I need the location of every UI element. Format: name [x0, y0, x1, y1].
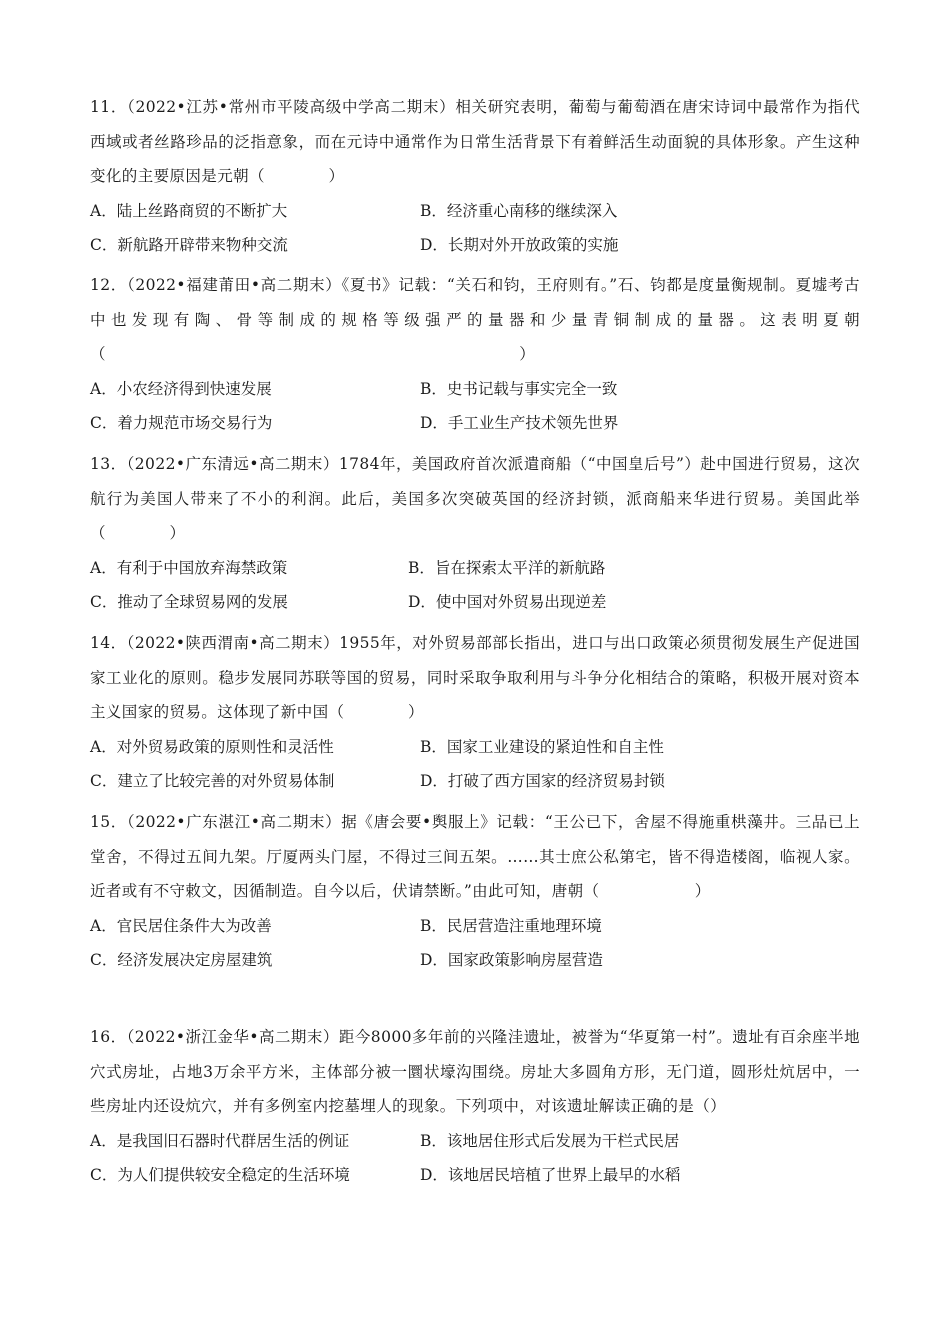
answer-options — [90, 730, 860, 799]
option-a: A．小农经济得到快速发展 — [90, 379, 272, 398]
question-stem: 15．（2022•广东湛江•高二期末）据《唐会要•舆服上》记载：“王公已下，舍屋不得施重栱藻井。三品已上堂舍，不得过五间九架。厅厦两头门屋，不得过三间五架。……其士庶公私第宅，皆不得造楼阁，临视人家。近者或有不守敕文，因循制造。自今以后，伏请禁断。”由此可知，唐朝（ ） — [90, 813, 860, 900]
option-d: D．该地居民培植了世界上最早的水稻 — [420, 1166, 681, 1184]
answer-options — [90, 372, 860, 441]
option-d: D．使中国对外贸易出现逆差 — [408, 593, 607, 611]
question-13 — [90, 447, 860, 620]
question-11 — [90, 90, 860, 263]
answer-options — [90, 1124, 860, 1193]
option-b: B．史书记载与事实完全一致 — [420, 379, 618, 398]
option-c: C．推动了全球贸易网的发展 — [90, 593, 288, 611]
question-stem: 14．（2022•陕西渭南•高二期末）1955年，对外贸易部部长指出，进口与出口政策必须贯彻发展生产促进国家工业化的原则。稳步发展同苏联等国的贸易，同时采取争取利用与斗争分化相结合的策略，积极开展对资本主义国家的贸易。这体现了新中国（ ） — [90, 634, 860, 721]
question-15 — [90, 805, 860, 978]
option-d: D．国家政策影响房屋营造 — [420, 951, 603, 969]
option-b: B．该地居住形式后发展为干栏式民居 — [420, 1131, 680, 1150]
answer-options — [90, 194, 860, 263]
option-b: B．经济重心南移的继续深入 — [420, 201, 618, 220]
option-d: D．手工业生产技术领先世界 — [420, 414, 619, 432]
option-a: A．陆上丝路商贸的不断扩大 — [90, 201, 288, 220]
question-12 — [90, 268, 860, 441]
question-14 — [90, 626, 860, 799]
answer-options — [90, 551, 860, 620]
question-stem: 12．（2022•福建莆田•高二期末）《夏书》记载：“关石和钧，王府则有。”石、钧都是度量衡规制。夏墟考古中也发现有陶、骨等制成的规格等级强严的量器和少量青铜制成的量器。这表明夏朝（ ） — [90, 276, 860, 363]
option-a: A．官民居住条件大为改善 — [90, 916, 272, 935]
option-d: D．打破了西方国家的经济贸易封锁 — [420, 772, 665, 790]
option-b: B．民居营造注重地理环境 — [420, 916, 602, 935]
option-b: B．国家工业建设的紧迫性和自主性 — [420, 737, 664, 756]
option-c: C．着力规范市场交易行为 — [90, 414, 273, 432]
question-stem: 13．（2022•广东清远•高二期末）1784年，美国政府首次派遣商船（“中国皇后号”）赴中国进行贸易，这次航行为美国人带来了不小的利润。此后，美国多次突破英国的经济封锁，派商船来华进行贸易。美国此举（ ） — [90, 455, 860, 542]
option-b: B．旨在探索太平洋的新航路 — [408, 558, 606, 577]
answer-options — [90, 909, 860, 978]
option-a: A．有利于中国放弃海禁政策 — [90, 558, 288, 577]
question-16 — [90, 1020, 860, 1193]
option-d: D．长期对外开放政策的实施 — [420, 236, 619, 254]
option-c: C．为人们提供较安全稳定的生活环境 — [90, 1166, 350, 1184]
option-c: C．建立了比较完善的对外贸易体制 — [90, 772, 335, 790]
option-c: C．新航路开辟带来物种交流 — [90, 236, 288, 254]
option-a: A．是我国旧石器时代群居生活的例证 — [90, 1131, 350, 1150]
question-stem: 11．（2022•江苏•常州市平陵高级中学高二期末）相关研究表明，葡萄与葡萄酒在唐宋诗词中最常作为指代西域或者丝路珍品的泛指意象，而在元诗中通常作为日常生活背景下有着鲜活生动面貌的具体形象。产生这种变化的主要原因是元朝（ ） — [90, 98, 860, 185]
option-c: C．经济发展决定房屋建筑 — [90, 951, 273, 969]
question-stem: 16．（2022•浙江金华•高二期末）距今8000多年前的兴隆洼遗址，被誉为“华夏第一村”。遗址有百余座半地穴式房址，占地3万余平方米，主体部分被一圜状壕沟围绕。房址大多圆角方形，无门道，圆形灶炕居中，一些房址内还设炕穴，并有多例室内挖墓埋人的现象。下列项中，对该遗址解读正确的是（） — [90, 1028, 860, 1115]
option-a: A．对外贸易政策的原则性和灵活性 — [90, 737, 334, 756]
